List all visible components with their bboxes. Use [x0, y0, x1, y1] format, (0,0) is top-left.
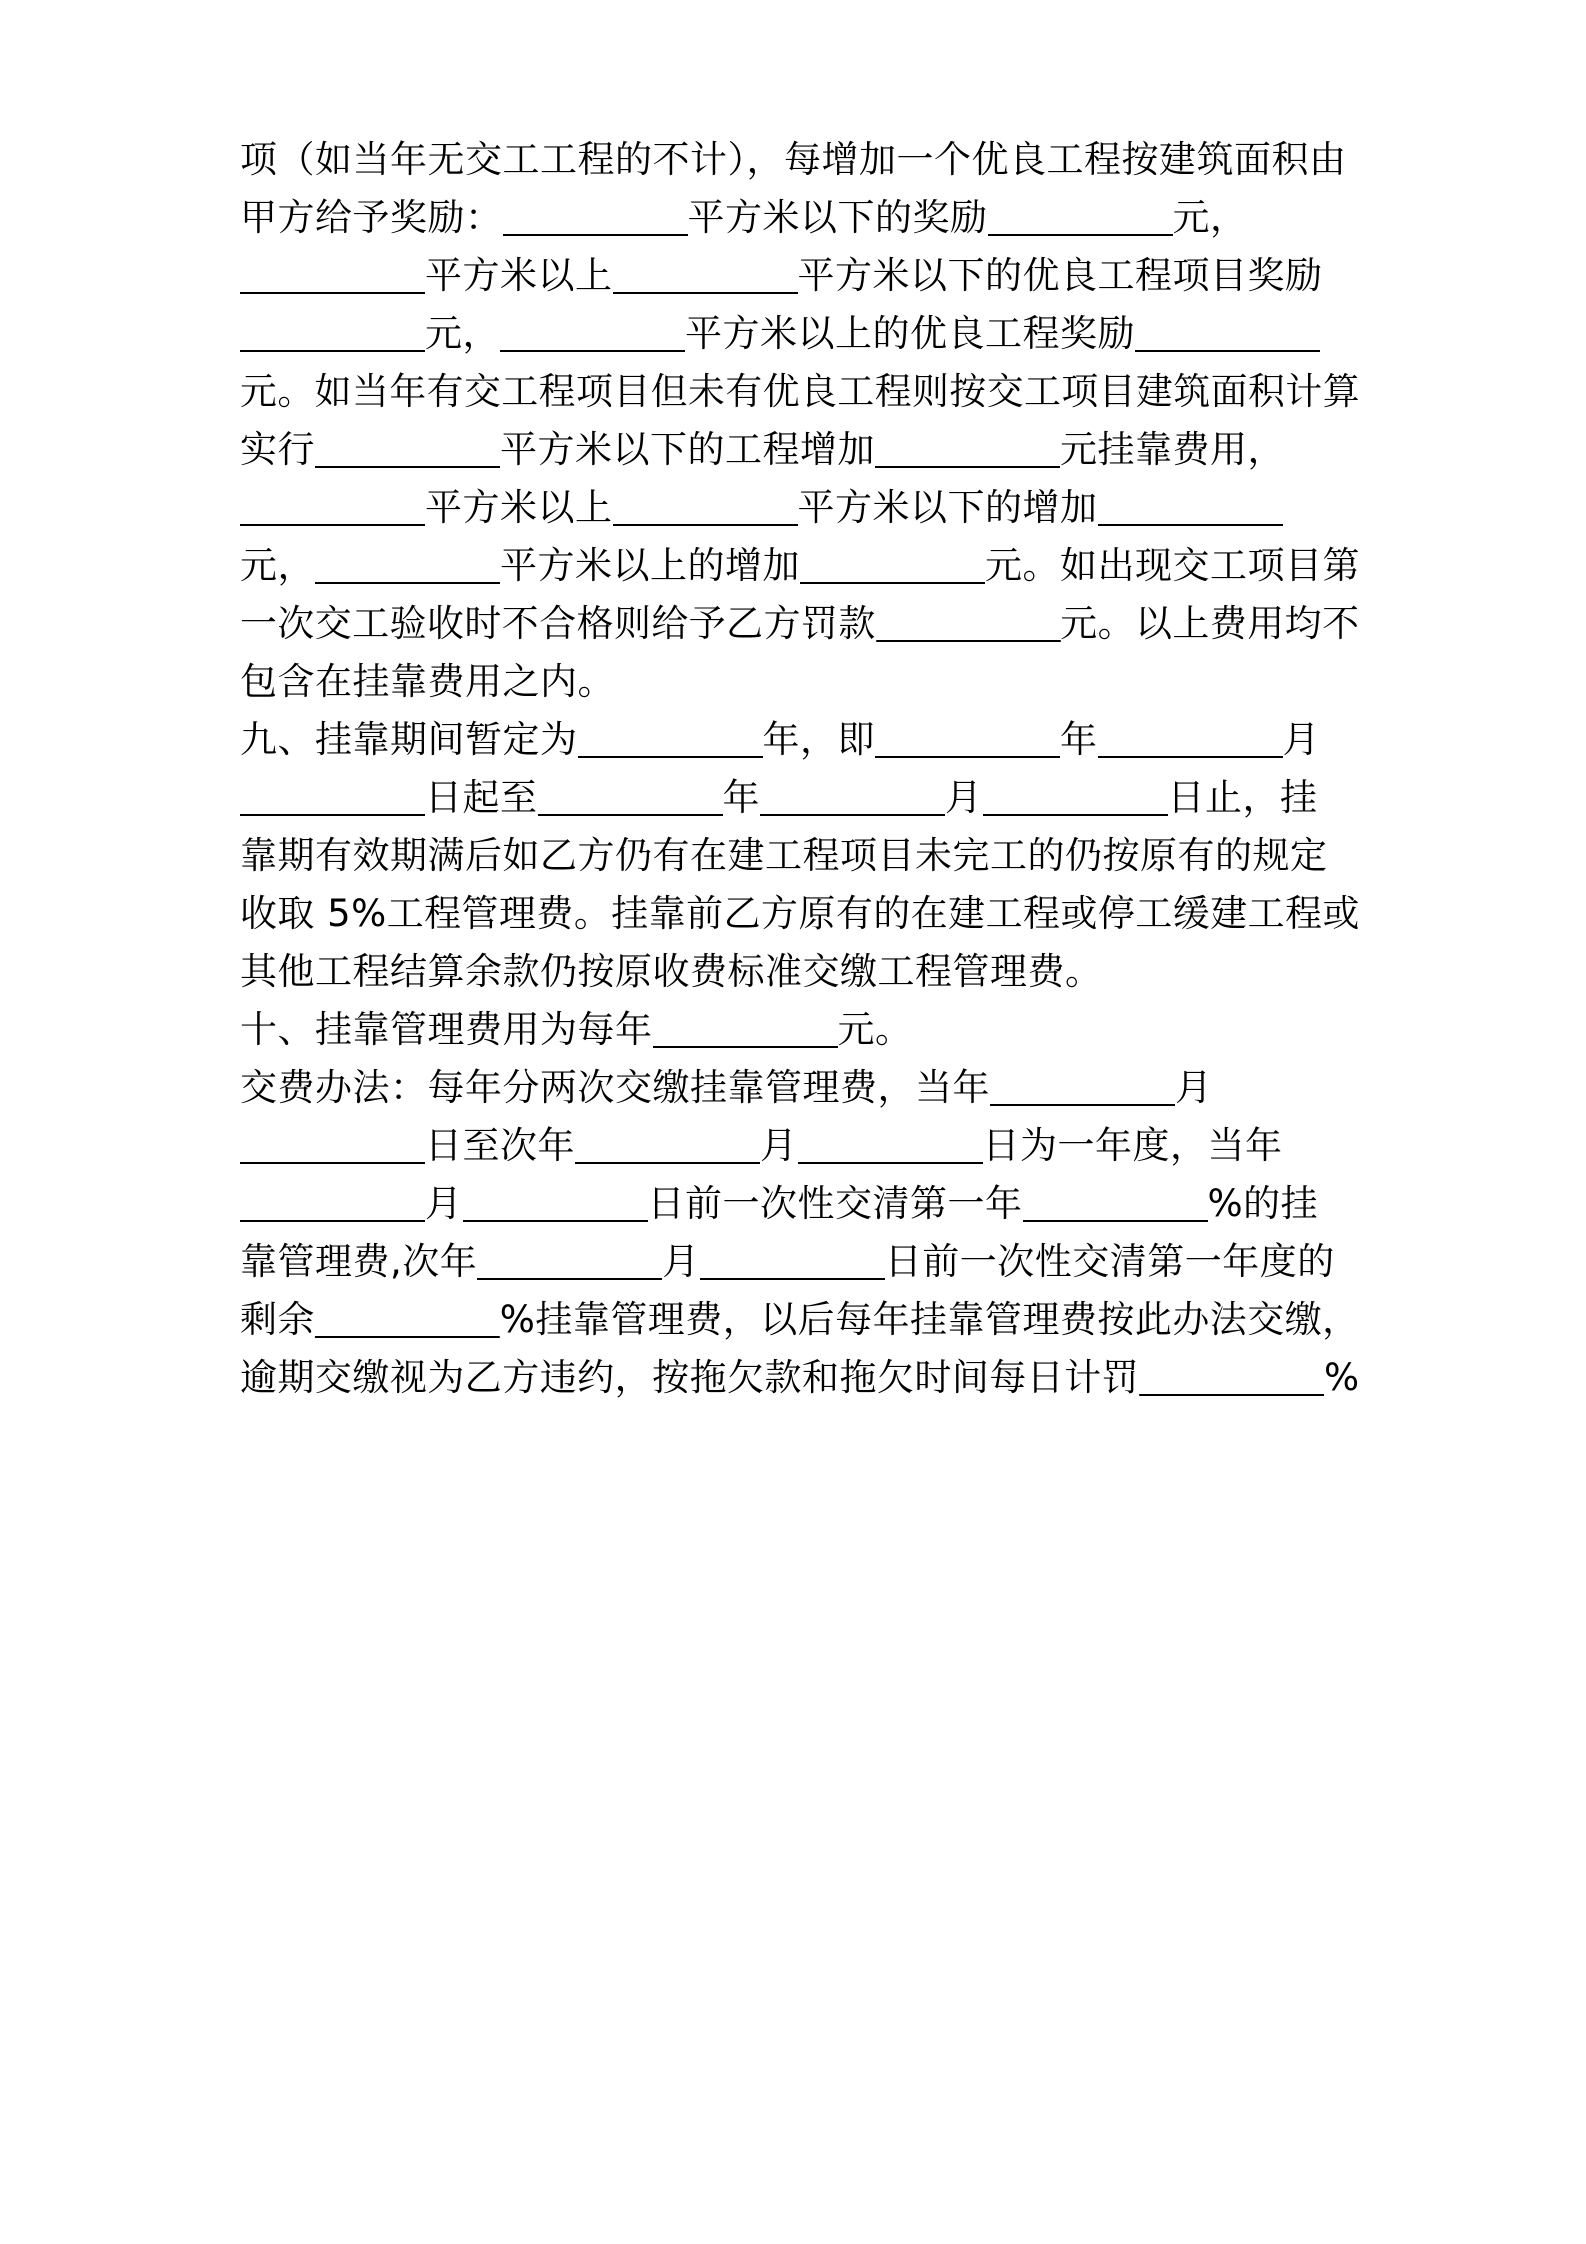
text-segment: 元， — [425, 312, 500, 355]
text-line — [240, 251, 1360, 301]
text-segment: 靠期有效期满后如乙方仍有在建工程项目未完工的仍按原有的规定 — [240, 834, 1328, 877]
text-segment: 平方米以上的优良工程奖励 — [685, 312, 1135, 355]
text-segment: 平方米以下的增加 — [797, 486, 1098, 529]
text-line — [240, 483, 1360, 533]
fill-in-blank — [990, 1070, 1175, 1106]
fill-in-blank — [613, 490, 798, 526]
text-segment: 交费办法：每年分两次交缴挂靠管理费，当年 — [240, 1066, 990, 1109]
fill-in-blank — [575, 1128, 760, 1164]
fill-in-blank — [988, 200, 1173, 236]
fill-in-blank — [503, 200, 688, 236]
text-line — [240, 135, 1360, 185]
text-segment: 元， — [1172, 196, 1248, 239]
fill-in-blank — [240, 490, 425, 526]
text-line — [240, 541, 1360, 591]
text-segment: 平方米以上 — [425, 254, 613, 297]
text-line — [240, 1179, 1360, 1229]
text-segment: 剩余 — [240, 1298, 315, 1341]
text-segment: %挂靠管理费，以后每年挂靠管理费按此办法交缴， — [499, 1298, 1360, 1341]
text-segment: 元。以上费用均不 — [1060, 602, 1360, 645]
fill-in-blank — [1139, 1360, 1324, 1396]
text-segment: 收取 5%工程管理费。挂靠前乙方原有的在建工程或停工缓建工程或 — [240, 892, 1360, 935]
text-line — [240, 773, 1360, 823]
text-segment: 元。如出现交工项目第 — [985, 544, 1360, 587]
text-segment: 月 — [945, 776, 983, 819]
text-line — [240, 1353, 1359, 1403]
fill-in-blank — [653, 1012, 838, 1048]
text-segment: %的挂 — [1207, 1182, 1319, 1225]
fill-in-blank — [875, 432, 1060, 468]
text-segment: 月 — [425, 1182, 463, 1225]
text-line — [240, 947, 1360, 997]
text-segment: 年 — [1060, 718, 1098, 761]
text-line — [240, 367, 1361, 417]
text-segment: 元。如当年有交工程项目但未有优良工程则按交工项目建筑面积计算 — [240, 370, 1361, 413]
fill-in-blank — [876, 606, 1061, 642]
text-segment: 日起至 — [425, 776, 538, 819]
text-segment: 元， — [240, 544, 315, 587]
text-line — [240, 599, 1360, 649]
text-segment: 元挂靠费用， — [1060, 428, 1285, 471]
fill-in-blank — [315, 1302, 500, 1338]
text-segment: 日前一次性交清第一年 — [647, 1182, 1023, 1225]
text-line — [240, 1005, 1360, 1055]
text-segment: 平方米以上 — [425, 486, 613, 529]
fill-in-blank — [240, 1186, 425, 1222]
fill-in-blank — [315, 548, 500, 584]
text-segment: 月 — [662, 1240, 700, 1283]
text-segment: 月 — [760, 1124, 798, 1167]
text-line — [240, 889, 1358, 939]
fill-in-blank — [798, 1128, 983, 1164]
fill-in-blank — [477, 1244, 662, 1280]
text-segment: 日止，挂 — [1167, 776, 1318, 819]
text-line — [240, 1063, 1360, 1113]
fill-in-blank — [538, 780, 723, 816]
text-segment: 项（如当年无交工工程的不计），每增加一个优良工程按建筑面积由 — [240, 138, 1347, 181]
text-line — [240, 657, 1360, 707]
text-segment: 日至次年 — [425, 1124, 575, 1167]
fill-in-blank — [613, 258, 798, 294]
text-line — [240, 831, 1360, 881]
fill-in-blank — [240, 1128, 425, 1164]
fill-in-blank — [240, 316, 425, 352]
text-segment: 平方米以下的奖励 — [687, 196, 988, 239]
fill-in-blank — [700, 1244, 885, 1280]
text-segment: 平方米以下的优良工程项目奖励 — [797, 254, 1323, 297]
fill-in-blank — [500, 316, 685, 352]
fill-in-blank — [315, 432, 500, 468]
text-segment: 年 — [722, 776, 760, 819]
fill-in-blank — [1098, 490, 1283, 526]
fill-in-blank — [875, 722, 1060, 758]
text-segment: 平方米以下的工程增加 — [500, 428, 875, 471]
fill-in-blank — [1135, 316, 1320, 352]
text-segment: 靠管理费,次年 — [240, 1240, 478, 1283]
text-line — [240, 193, 1360, 243]
fill-in-blank — [1023, 1186, 1208, 1222]
text-segment: 平方米以上的增加 — [500, 544, 800, 587]
text-segment: 年，即 — [762, 718, 875, 761]
fill-in-blank — [578, 722, 763, 758]
fill-in-blank — [1098, 722, 1283, 758]
fill-in-blank — [800, 548, 985, 584]
text-segment: 月 — [1175, 1066, 1213, 1109]
text-line — [240, 1237, 1360, 1287]
fill-in-blank — [983, 780, 1168, 816]
fill-in-blank — [240, 258, 425, 294]
fill-in-blank — [760, 780, 945, 816]
text-segment: 其他工程结算余款仍按原收费标准交缴工程管理费。 — [240, 950, 1103, 993]
text-line — [240, 425, 1360, 475]
text-segment: % — [1324, 1356, 1360, 1399]
text-segment: 十、挂靠管理费用为每年 — [240, 1008, 653, 1051]
text-segment: 九、挂靠期间暂定为 — [240, 718, 578, 761]
text-segment: 日前一次性交清第一年度的 — [884, 1240, 1335, 1283]
text-segment: 月 — [1282, 718, 1320, 761]
text-segment: 日为一年度，当年 — [982, 1124, 1283, 1167]
text-segment: 实行 — [240, 428, 315, 471]
text-segment: 逾期交缴视为乙方违约，按拖欠款和拖欠时间每日计罚 — [240, 1356, 1140, 1399]
text-line — [240, 715, 1360, 765]
text-line — [240, 309, 1360, 359]
text-line — [240, 1295, 1359, 1345]
fill-in-blank — [463, 1186, 648, 1222]
text-segment: 元。 — [837, 1008, 913, 1051]
fill-in-blank — [240, 780, 425, 816]
text-segment: 包含在挂靠费用之内。 — [240, 660, 615, 703]
text-segment: 甲方给予奖励： — [240, 196, 503, 239]
text-line — [240, 1121, 1360, 1171]
text-segment: 一次交工验收时不合格则给予乙方罚款 — [240, 602, 876, 645]
